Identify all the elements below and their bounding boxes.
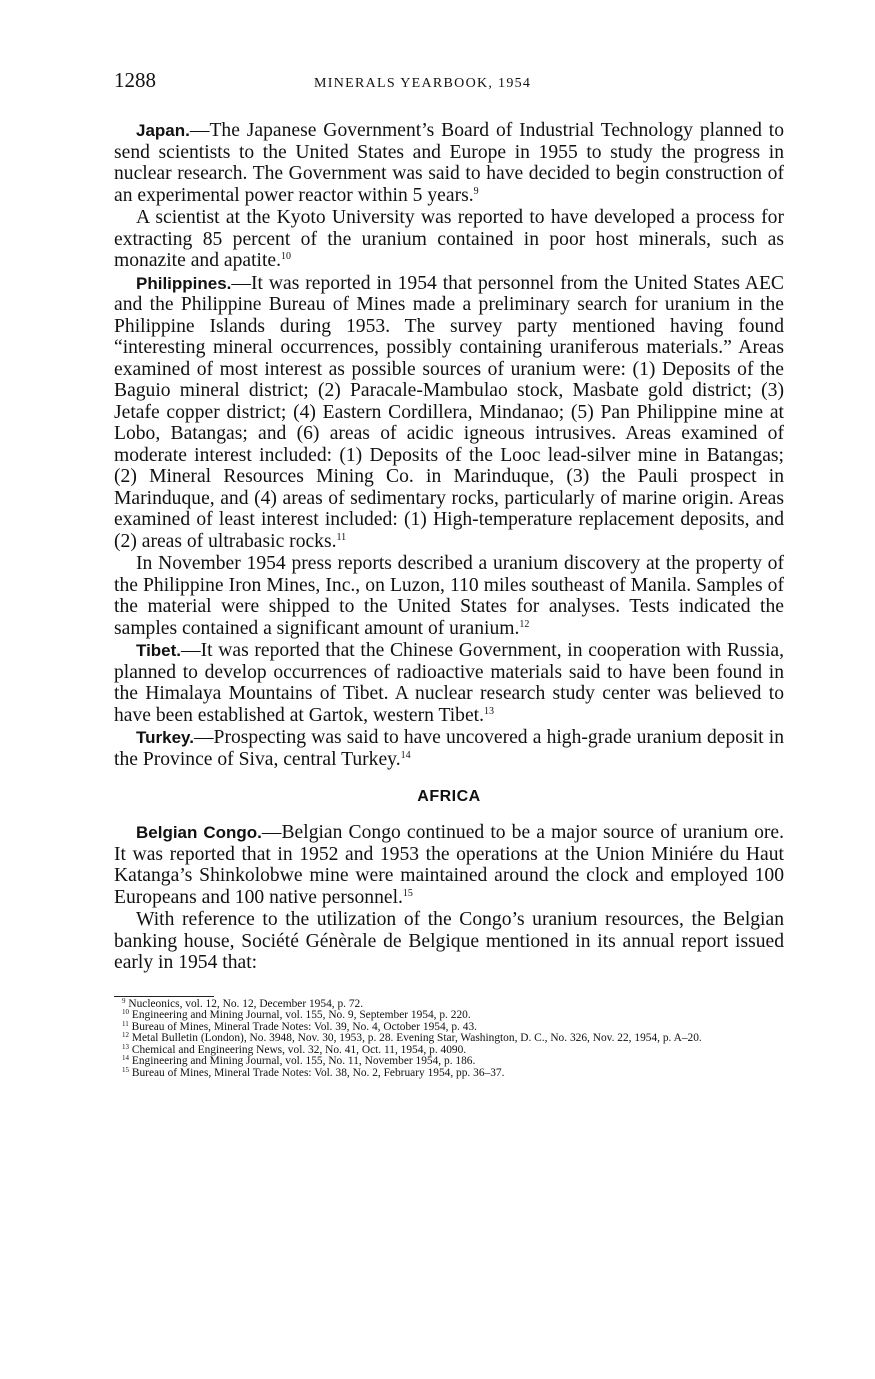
- paragraph-text: —It was reported in 1954 that personnel from the United States AEC and the Philippine Bureau of Mines made a preliminary search for uranium in the Philippine Islands during 1953. The survey party mentioned having found “interesting mineral occurrences, possibly containing uraniferous materials.” Areas examined of most interest as possible sources of uranium were: (1) Deposits of the Baguio mineral district; (2) Paracale-Mambulao stock, Masbate gold district; (3) Jetafe copper district; (4) Eastern Cordillera, Mindanao; (5) Pan Philippine mine at Lobo, Batangas; and (6) areas of acidic igneous intrusives. Areas examined of moderate interest included: (1) Deposits of the Looc lead-silver mine in Batangas; (2) Mineral Resources Mining Co. in Marinduque, (3) the Pauli prospect in Marinduque, and (4) areas of sedimentary rocks, particularly of marine origin. Areas examined of least interest included: (1) High-temperature replacement deposits, and (2) areas of ultrabasic rocks.: [114, 272, 784, 552]
- run-in-heading: Japan.: [136, 121, 190, 140]
- footnote-ref: 11: [336, 531, 347, 543]
- footnote-number: 14: [122, 1054, 129, 1063]
- paragraph-congo-resources: [114, 909, 784, 974]
- run-in-heading: Belgian Congo.: [136, 823, 262, 842]
- footnote-ref: 14: [400, 749, 411, 761]
- footnote-number: 13: [122, 1042, 129, 1051]
- paragraph-text: —The Japanese Government’s Board of Industrial Technology planned to send scientists to the United States and Europe in 1955 to study the progress in nuclear research. The Government was said to have decided to begin construction of an experimental power reactor within 5 years.: [114, 120, 784, 206]
- paragraph-kyoto: [114, 207, 784, 272]
- paragraph-text: —It was reported that the Chinese Government, in cooperation with Russia, planned to develop occurrences of radioactive materials said to have been found in the Himalaya Mountains of Tibet. A nuclear research study center was believed to have been established at Gartok, western Tibet.: [114, 640, 784, 726]
- footnote-text: Metal Bulletin (London), No. 3948, Nov. 30, 1953, p. 28. Evening Star, Washington, D. C., No. 326, Nov. 22, 1954, p. A–20.: [131, 1032, 702, 1045]
- paragraph-tibet: [114, 640, 784, 726]
- paragraph-belgian-congo: [114, 822, 784, 908]
- paragraph-luzon: [114, 553, 784, 639]
- paragraph-japan: [114, 120, 784, 206]
- paragraph-turkey: [114, 727, 784, 770]
- footnote-number: 9: [122, 996, 126, 1005]
- page-number: 1288: [114, 68, 156, 92]
- footnote-ref: 13: [484, 705, 495, 717]
- paragraph-philippines: [114, 273, 784, 553]
- footnote-ref: 12: [519, 618, 530, 630]
- footnote-text: Nucleonics, vol. 12, No. 12, December 1954, p. 72.: [128, 997, 364, 1010]
- footnotes: [114, 996, 784, 1080]
- footnote-text: Engineering and Mining Journal, vol. 155, No. 9, September 1954, p. 220.: [131, 1009, 471, 1022]
- paragraph-text: —Prospecting was said to have uncovered a high-grade uranium deposit in the Province of Siva, central Turkey.: [114, 727, 784, 770]
- document-page: [114, 66, 784, 1080]
- body-text: [114, 120, 784, 974]
- footnote-text: Bureau of Mines, Mineral Trade Notes: Vol. 38, No. 2, February 1954, pp. 36–37.: [131, 1067, 505, 1080]
- run-in-heading: Turkey.: [136, 728, 194, 747]
- paragraph-text: In November 1954 press reports described a uranium discovery at the property of the Philippine Iron Mines, Inc., on Luzon, 110 miles southeast of Manila. Samples of the material were shipped to the United States for analyses. Tests indicated the samples contained a significant amount of uranium.: [114, 553, 784, 639]
- page-header: [114, 66, 784, 106]
- footnote: [114, 1068, 784, 1080]
- footnote-ref: 9: [473, 185, 479, 197]
- footnote-text: Chemical and Engineering News, vol. 32, No. 41, Oct. 11, 1954, p. 4090.: [131, 1043, 467, 1056]
- footnote-number: 12: [122, 1031, 129, 1040]
- run-in-heading: Tibet.: [136, 641, 182, 660]
- paragraph-text: —Belgian Congo continued to be a major source of uranium ore. It was reported that in 1952 and 1953 the operations at the Union Miniére du Haut Katanga’s Shinkolobwe mine were maintained around the clock and employed 100 Europeans and 100 native personnel.: [114, 822, 784, 908]
- footnote-number: 10: [122, 1008, 129, 1017]
- section-heading-africa: AFRICA: [417, 788, 481, 805]
- running-head: MINERALS YEARBOOK, 1954: [314, 76, 532, 91]
- run-in-heading: Philippines.: [136, 273, 232, 293]
- paragraph-text: With reference to the utilization of the Congo’s uranium resources, the Belgian banking house, Société Génèrale de Belgique mentioned in its annual report issued early in 1954 that:: [114, 909, 784, 973]
- footnote-number: 11: [122, 1019, 129, 1028]
- footnote-ref: 15: [402, 887, 413, 899]
- footnote-number: 15: [122, 1066, 129, 1075]
- paragraph-text: A scientist at the Kyoto University was reported to have developed a process for extracting 85 percent of the uranium contained in poor host minerals, such as monazite and apatite.: [114, 207, 784, 271]
- footnote-ref: 10: [281, 251, 292, 262]
- footnote-text: Bureau of Mines, Mineral Trade Notes: Vol. 39, No. 4, October 1954, p. 43.: [131, 1020, 477, 1033]
- footnote-divider: [114, 996, 214, 997]
- footnote-text: Engineering and Mining Journal, vol. 155, No. 11, November 1954, p. 186.: [131, 1055, 476, 1068]
